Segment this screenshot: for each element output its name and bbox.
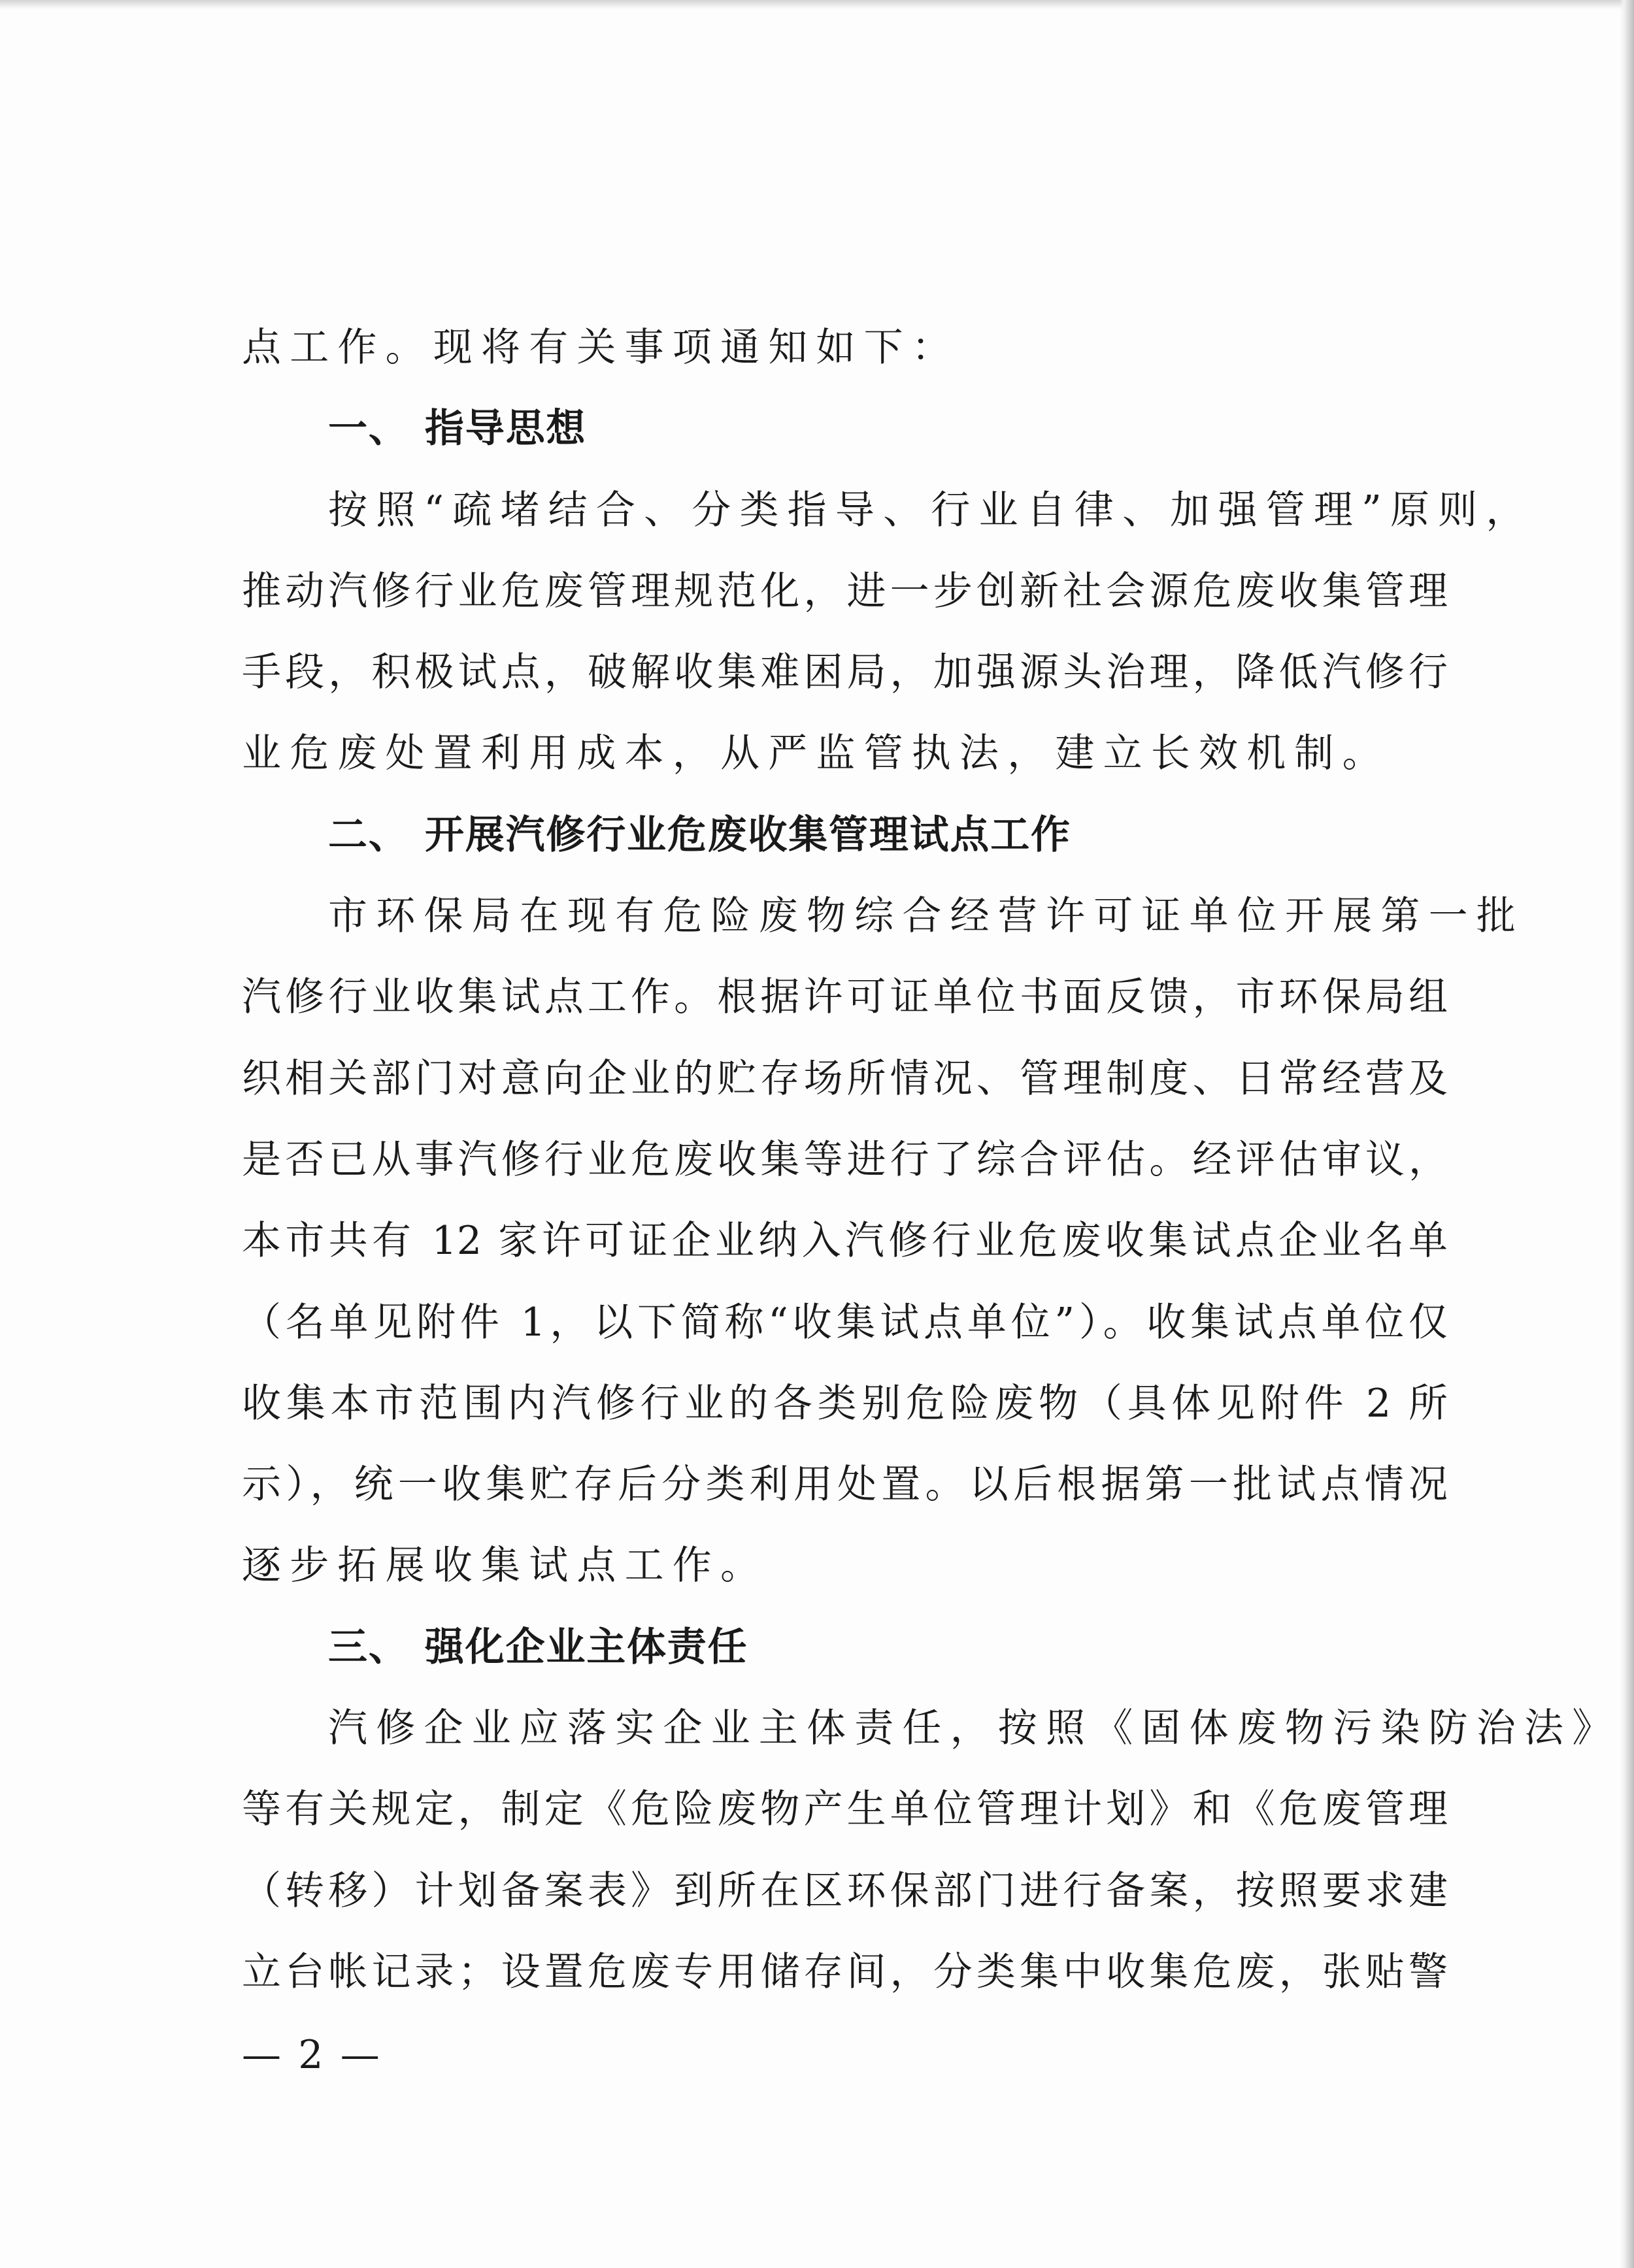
paragraph-line: （转移）计划备案表》到所在区环保部门进行备案，按照要求建: [242, 1867, 1448, 1914]
section-title: 指导思想: [425, 406, 587, 452]
scan-edge-shadow: [1620, 0, 1634, 2268]
section-heading-3: [242, 1607, 1448, 1688]
paragraph-line: 推动汽修行业危废管理规范化，进一步创新社会源危废收集管理: [242, 568, 1448, 614]
scan-top-shadow: [0, 0, 1634, 9]
paragraph-line: 点工作。现将有关事项通知如下：: [242, 325, 959, 370]
paragraph-line: 示），统一收集贮存后分类利用处置。以后根据第一批试点情况: [242, 1462, 1448, 1508]
document-body: [242, 307, 1620, 2013]
page-number: — 2 —: [242, 2032, 382, 2078]
paragraph-line: 逐步拓展收集试点工作。: [242, 1543, 769, 1589]
section-title: 强化企业主体责任: [425, 1624, 748, 1670]
section-number: 一、: [328, 406, 409, 452]
paragraph-line: （名单见附件 1，以下简称“收集试点单位”）。收集试点单位仅: [242, 1299, 1448, 1345]
paragraph-line: 按照“疏堵结合、分类指导、行业自律、加强管理”原则，: [328, 487, 1534, 533]
section-title: 开展汽修行业危废收集管理试点工作: [425, 812, 1071, 858]
paragraph-line: 汽修行业收集试点工作。根据许可证单位书面反馈，市环保局组: [242, 974, 1448, 1021]
paragraph-line: 汽修企业应落实企业主体责任，按照《固体废物污染防治法》: [328, 1705, 1620, 1752]
paragraph-line: 收集本市范围内汽修行业的各类别危险废物（具体见附件 2 所: [242, 1380, 1448, 1426]
section-heading-1: [242, 388, 1448, 469]
paragraph-line: 等有关规定，制定《危险废物产生单位管理计划》和《危废管理: [242, 1786, 1448, 1833]
section-number: 二、: [328, 812, 409, 858]
section-number: 三、: [328, 1624, 409, 1670]
paragraph-line: 织相关部门对意向企业的贮存场所情况、管理制度、日常经营及: [242, 1055, 1448, 1102]
paragraph-line: 是否已从事汽修行业危废收集等进行了综合评估。经评估审议，: [242, 1136, 1448, 1183]
paragraph-line: 市环保局在现有危险废物综合经营许可证单位开展第一批: [328, 893, 1524, 940]
paragraph-line: 本市共有 12 家许可证企业纳入汽修行业危废收集试点企业名单: [242, 1218, 1448, 1264]
paragraph-line: 手段，积极试点，破解收集难困局，加强源头治理，降低汽修行: [242, 649, 1448, 696]
paragraph-line: 立台帐记录；设置危废专用储存间，分类集中收集危废，张贴警: [242, 1948, 1448, 1995]
section-heading-2: [242, 795, 1448, 876]
paragraph-line: 业危废处置利用成本，从严监管执法，建立长效机制。: [242, 731, 1390, 777]
